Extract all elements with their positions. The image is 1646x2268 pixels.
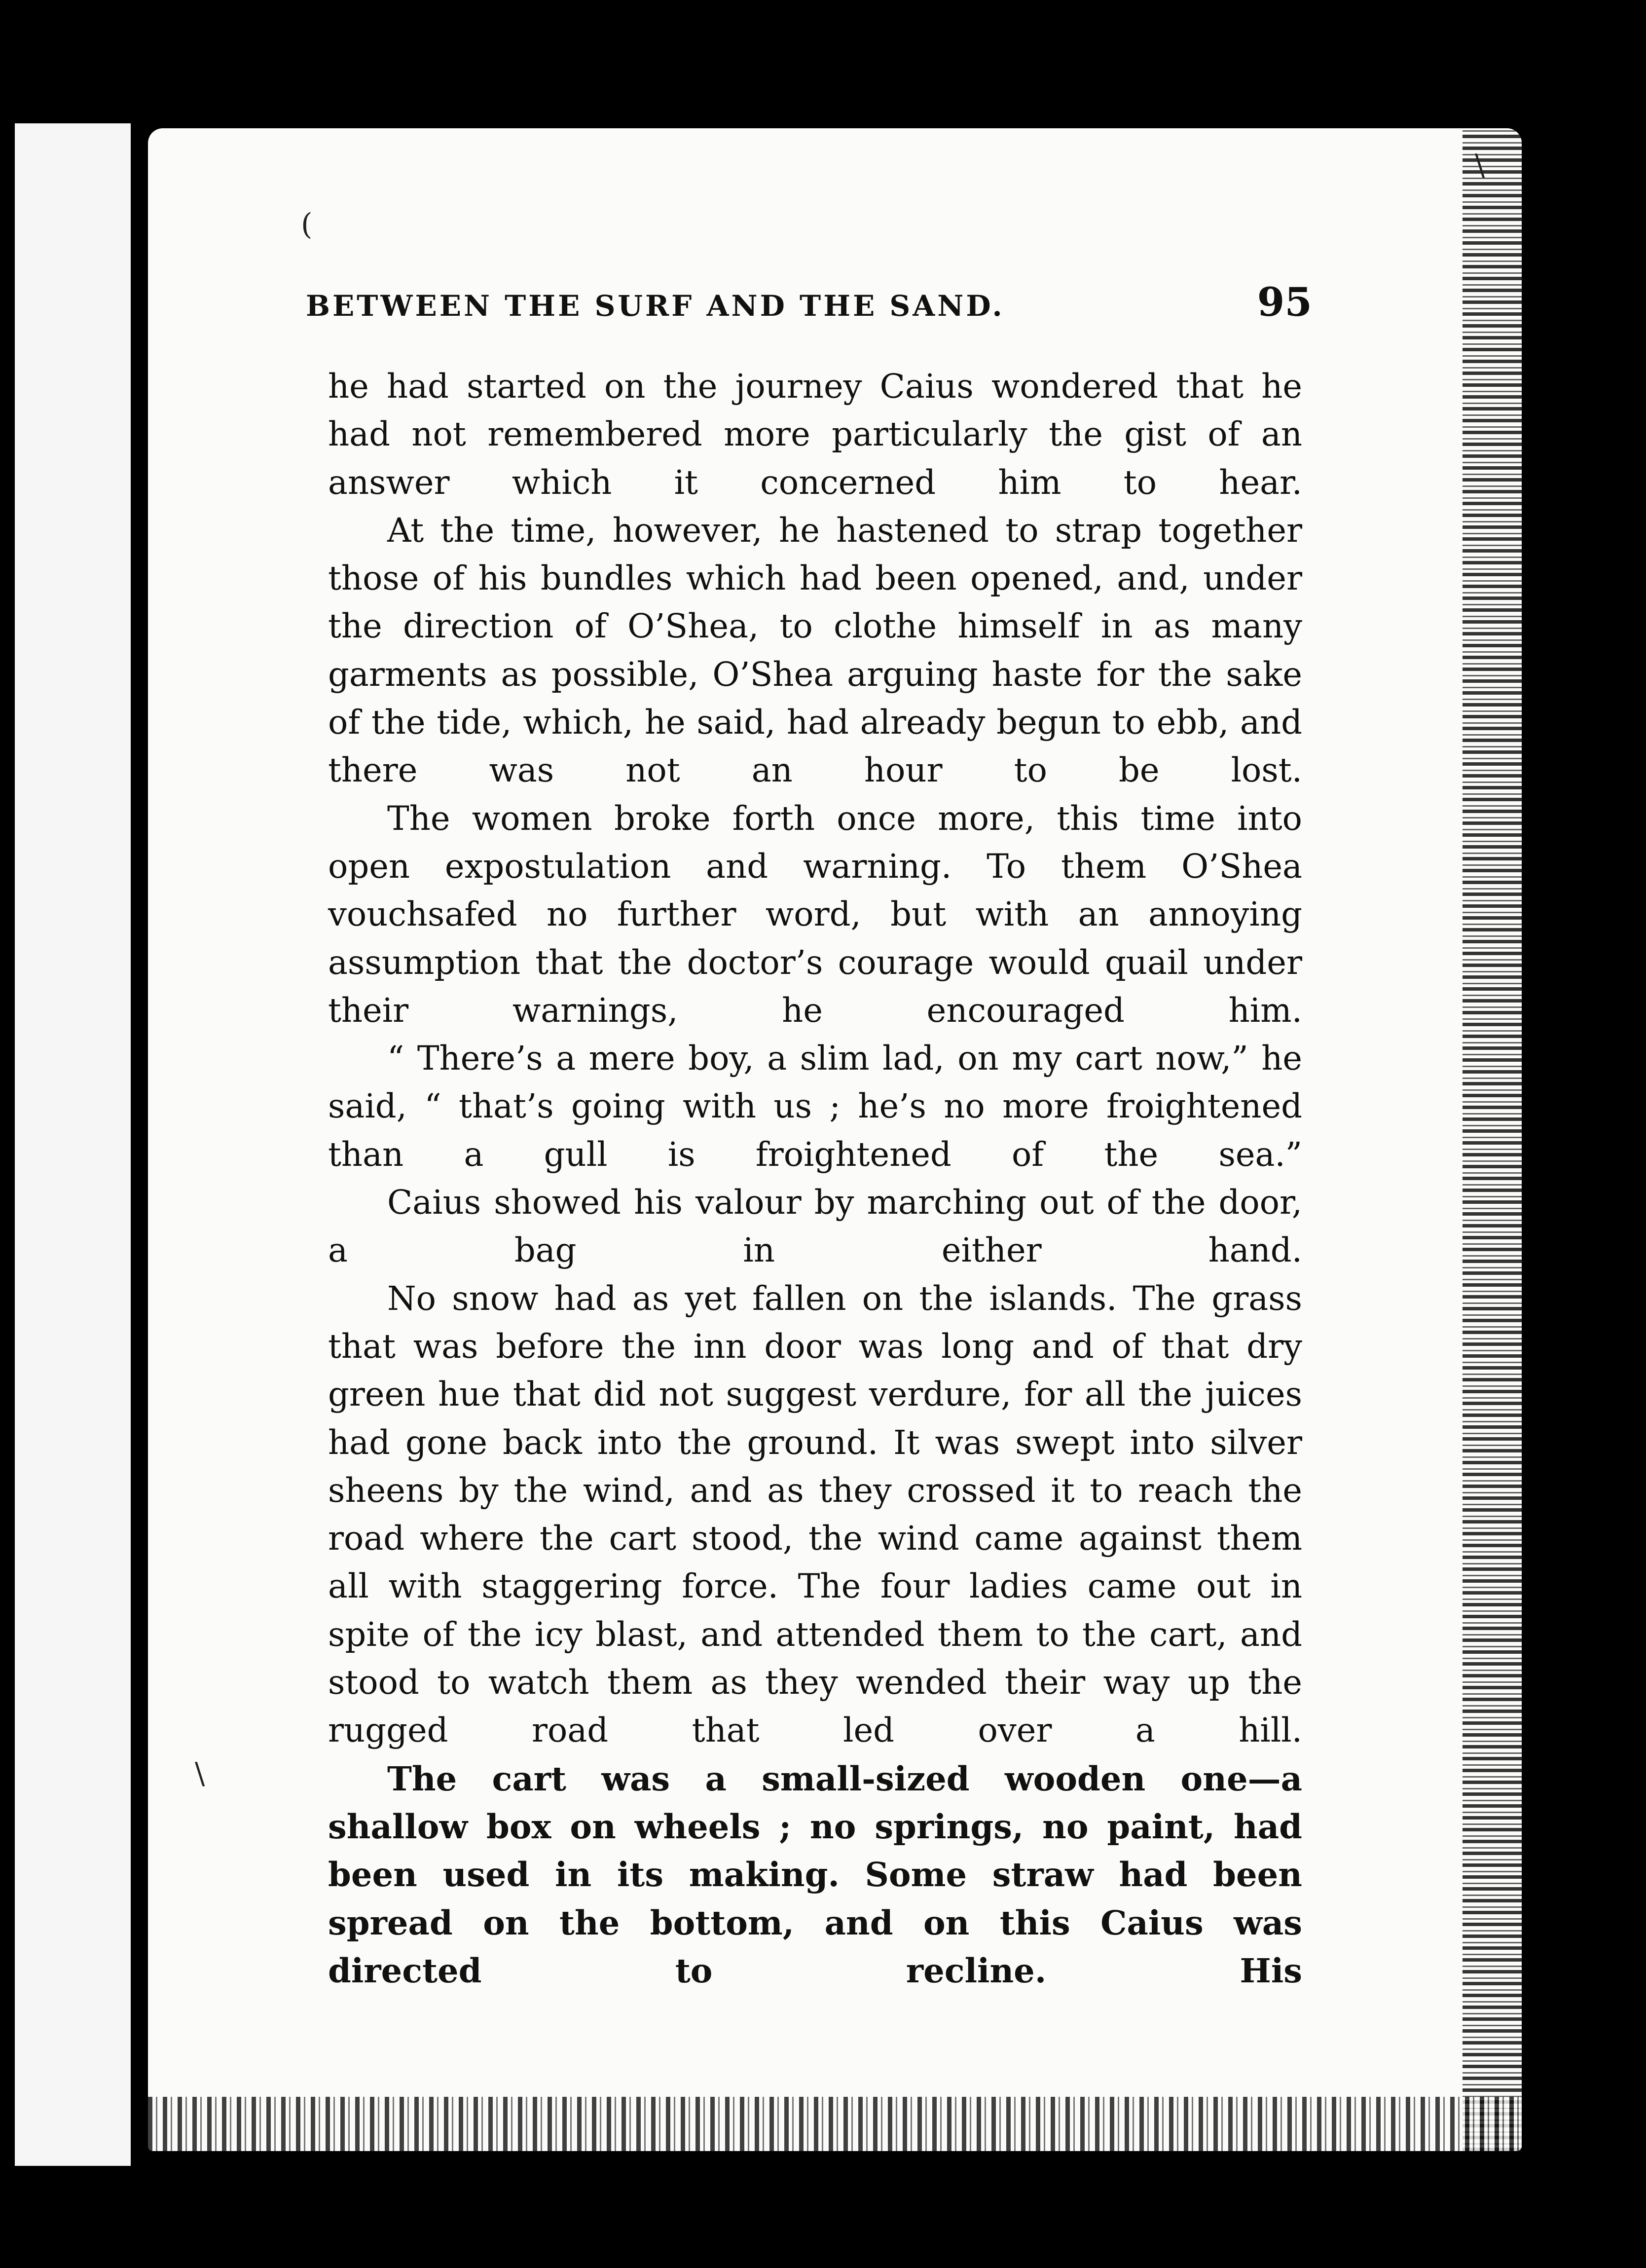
page-number: 95 [1257,279,1312,325]
page-binding-strip [15,123,144,2166]
ragged-bottom-edge [148,2097,1522,2151]
margin-mark: \ [195,1756,205,1791]
paragraph-2: At the time, however, he hastened to strap together those of his bundles which had been opened, and, under the direction of O’Shea, to clothe himself in as many garments as possible, O’Shea arguing haste for the sake of the tide, which, he said, had already begun to ebb, and there was not an hour to be lost. [328,511,1302,790]
body-text [328,363,1302,1995]
paragraph-7: The cart was a small-sized wooden one—a shallow box on wheels ; no springs, no paint, had been used in its making. Some straw had been spread on the bottom, and on this Caius was directed to recline. His [328,1759,1302,1990]
pencil-mark: ( [301,207,313,242]
ragged-right-edge [1463,128,1522,2151]
paragraph-6: No snow had as yet fallen on the islands. The grass that was before the inn door was long and of that dry green hue that did not suggest verdure, for all the juices had gone back into the ground. It was swept into silver sheens by the wind, and as they crossed it to reach the road where the cart stood, the wind came against them all with staggering force. The four ladies came out in spite of the icy blast, and attended them to the cart, and stood to watch them as they wended their way up the rugged road that led over a hill. [328,1279,1302,1750]
running-head: BETWEEN THE SURF AND THE SAND. [306,289,1005,323]
paragraph-3: The women broke forth once more, this time into open expostulation and warning. To them O’Shea vouchsafed no further word, but with an annoying assumption that the doctor’s courage would quail under their warnings, he encouraged him. [328,799,1302,1030]
edge-mark: \ [1475,148,1485,183]
paragraph-4: “ There’s a mere boy, a slim lad, on my cart now,” he said, “ that’s going with us ; he’s no more froightened than a gull is froightened of the sea.” [328,1039,1302,1174]
paragraph-1: he had started on the journey Caius wondered that he had not remembered more particularly the gist of an answer which it concerned him to hear. [328,367,1302,502]
page-header [306,279,1312,325]
paragraph-5: Caius showed his valour by marching out of the door, a bag in either hand. [328,1183,1302,1270]
